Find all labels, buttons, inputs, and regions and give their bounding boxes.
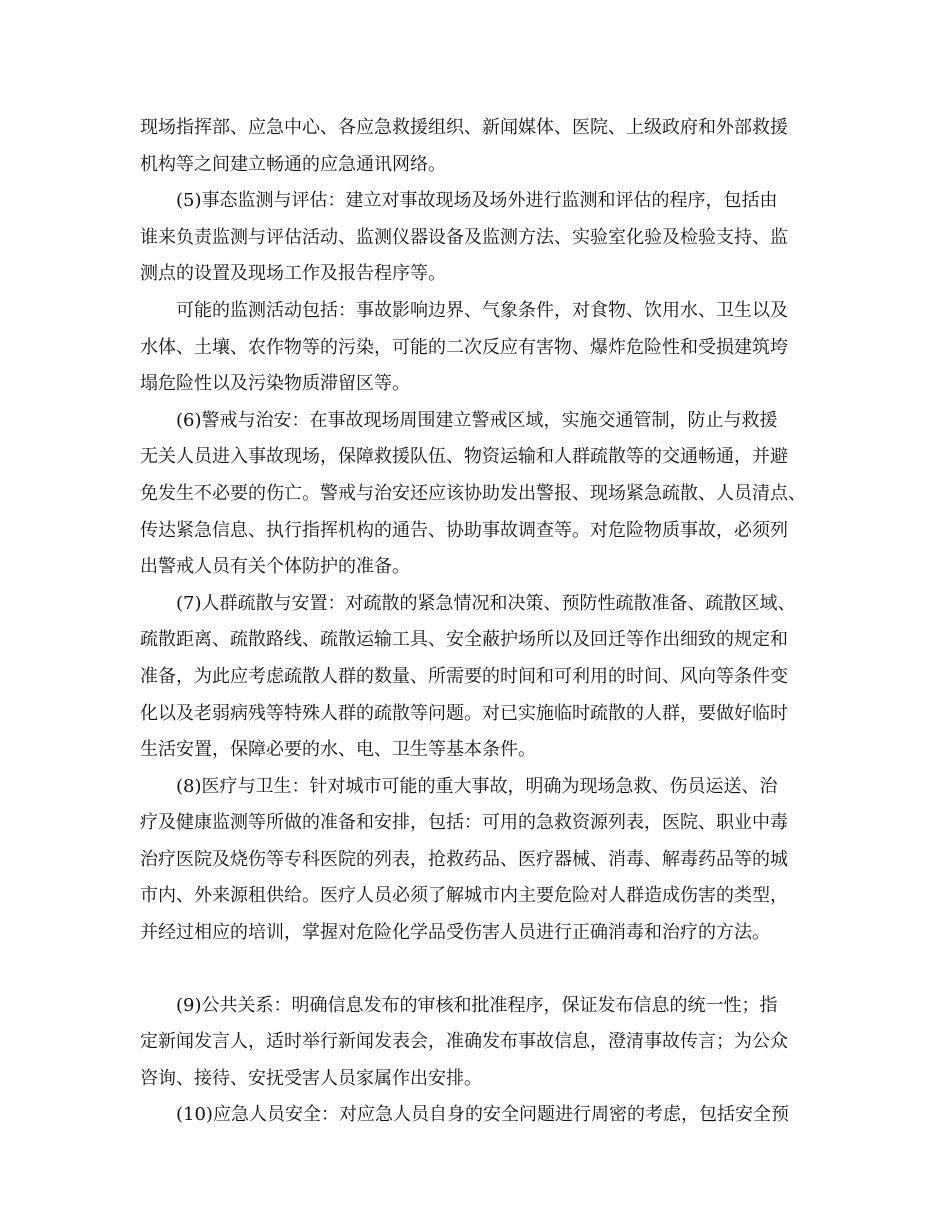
text-line: 疗及健康监测等所做的准备和安排，包括：可用的急救资源列表，医院、职业中毒 xyxy=(140,812,788,834)
text-line: 化以及老弱病残等特殊人群的疏散等问题。对已实施临时疏散的人群，要做好临时 xyxy=(140,702,788,724)
text-line: 并经过相应的培训，掌握对危险化学品受伤害人员进行正确消毒和治疗的方法。 xyxy=(140,922,770,944)
paragraph-gap xyxy=(140,952,840,988)
text-line: 可能的监测活动包括：事故影响边界、气象条件，对食物、饮用水、卫生以及 xyxy=(176,299,788,321)
text-line: 传达紧急信息、执行指挥机构的通告、协助事故调查等。对危险物质事故，必须列 xyxy=(140,519,788,541)
text-line: 测点的设置及现场工作及报告程序等。 xyxy=(140,263,446,285)
text-line: 机构等之间建立畅通的应急通讯网络。 xyxy=(140,153,446,175)
text-line: 市内、外来源租供给。医疗人员必须了解城市内主要危险对人群造成伤害的类型， xyxy=(140,885,788,907)
text-line: (10)应急人员安全：对应急人员自身的安全问题进行周密的考虑，包括安全预 xyxy=(176,1104,789,1126)
text-line: 疏散距离、疏散路线、疏散运输工具、安全蔽护场所以及回迁等作出细致的规定和 xyxy=(140,629,788,651)
text-line: 现场指挥部、应急中心、各应急救援组织、新闻媒体、医院、上级政府和外部救援 xyxy=(140,117,788,138)
text-line: 塌危险性以及污染物质滞留区等。 xyxy=(140,373,410,395)
text-line: 无关人员进入事故现场，保障救援队伍、物资运输和人群疏散等的交通畅通，并避 xyxy=(140,446,788,468)
text-line: 治疗医院及烧伤等专科医院的列表，抢救药品、医疗器械、消毒、解毒药品等的城 xyxy=(140,848,788,870)
text-line: 水体、土壤、农作物等的污染，可能的二次反应有害物、爆炸危险性和受损建筑垮 xyxy=(140,336,788,358)
body-text xyxy=(140,110,840,1134)
text-line: 免发生不必要的伤亡。警戒与治安还应该协助发出警报、现场紧急疏散、人员清点、 xyxy=(140,482,806,504)
text-line: (6)警戒与治安：在事故现场周围建立警戒区域，实施交通管制，防止与救援 xyxy=(176,409,778,431)
text-line: (8)医疗与卫生：针对城市可能的重大事故，明确为现场急救、伤员运送、治 xyxy=(176,775,778,797)
text-line: 定新闻发言人，适时举行新闻发表会，准确发布事故信息，澄清事故传言；为公众 xyxy=(140,1031,788,1053)
text-line: 谁来负责监测与评估活动、监测仪器设备及监测方法、实验室化验及检验支持、监 xyxy=(140,226,788,248)
text-line: (9)公共关系：明确信息发布的审核和批准程序，保证发布信息的统一性；指 xyxy=(176,994,778,1016)
text-line: 准备，为此应考虑疏散人群的数量、所需要的时间和可利用的时间、风向等条件变 xyxy=(140,665,788,687)
text-line: (5)事态监测与评估：建立对事故现场及场外进行监测和评估的程序，包括由 xyxy=(176,190,778,212)
text-line: 生活安置，保障必要的水、电、卫生等基本条件。 xyxy=(140,739,536,761)
text-line: 咨询、接待、安抚受害人员家属作出安排。 xyxy=(140,1067,482,1089)
text-line: (7)人群疏散与安置：对疏散的紧急情况和决策、预防性疏散准备、疏散区域、 xyxy=(176,592,796,614)
text-line: 出警戒人员有关个体防护的准备。 xyxy=(140,556,410,578)
